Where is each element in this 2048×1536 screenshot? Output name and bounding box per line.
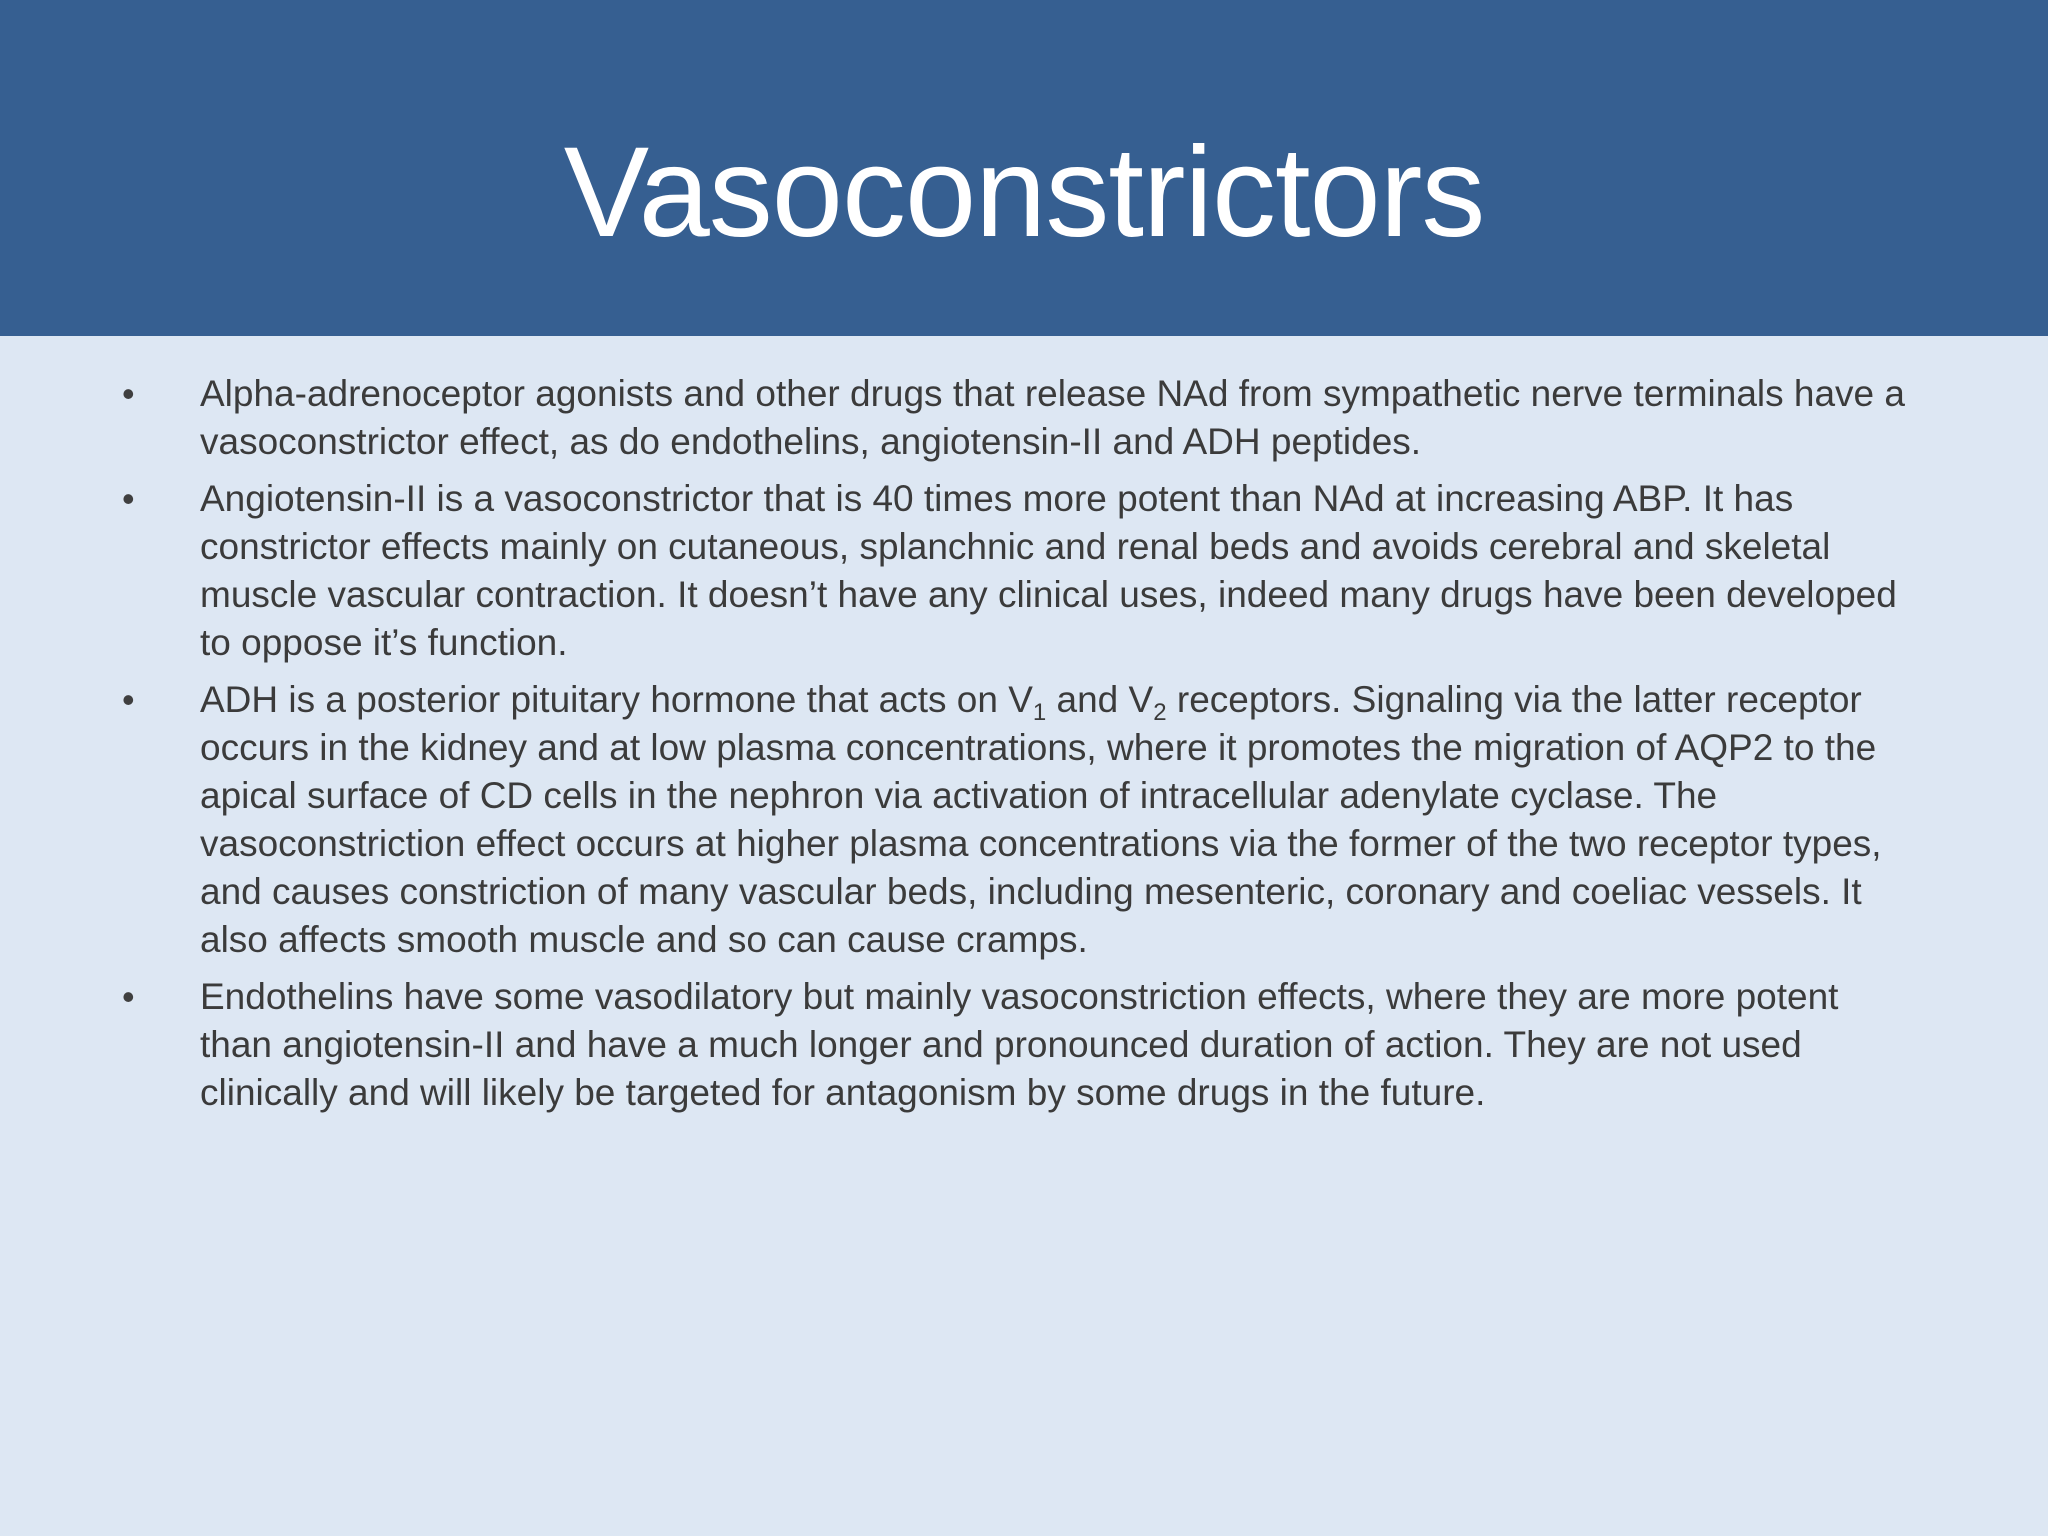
title-band: [0, 0, 2048, 336]
subscript-1: 1: [1032, 699, 1047, 726]
slide-title: Vasoconstrictors: [563, 121, 1485, 264]
bullet-icon: •: [122, 478, 135, 519]
bullet-item-angiotensin: [0, 475, 2048, 667]
bullet-icon: •: [122, 373, 135, 414]
bullet-text: Alpha-adrenoceptor agonists and other drugs that release NAd from sympathetic nerve terminals have a vasoconstrictor effect, as do endothelins, angiotensin-II and ADH peptides.: [200, 373, 1905, 462]
bullet-text: [200, 676, 1920, 964]
bullet-text: Angiotensin-II is a vasoconstrictor that is 40 times more potent than NAd at increasing ABP. It has constrictor effects mainly on cutaneous, splanchnic and renal beds and avoids cerebral and skeletal muscle vascular contraction. It doesn’t have any clinical uses, indeed many drugs have been developed to oppose it’s function.: [200, 478, 1897, 663]
bullet-list: [0, 370, 2048, 1126]
subscript-2: 2: [1153, 699, 1167, 726]
bullet-icon: •: [122, 976, 135, 1017]
bullet-icon: •: [122, 679, 135, 720]
bullet-text-part: ADH is a posterior pituitary hormone that acts on V: [200, 679, 1033, 720]
bullet-text-part: receptors. Signaling via the latter receptor occurs in the kidney and at low plasma concentrations, where it promotes the migration of AQP2 to the apical surface of CD cells in the nephron via activation of intracellular adenylate cyclase. The vasoconstriction effect occurs at higher plasma concentrations via the former of the two receptor types, and causes constriction of many vascular beds, including mesenteric, coronary and coeliac vessels. It also affects smooth muscle and so can cause cramps.: [200, 679, 1882, 960]
bullet-item-alpha-agonists: [0, 370, 2048, 466]
bullet-text: Endothelins have some vasodilatory but mainly vasoconstriction effects, where they are more potent than angiotensin-II and have a much longer and pronounced duration of action. They are not used clinically and will likely be targeted for antagonism by some drugs in the future.: [200, 976, 1839, 1113]
bullet-item-adh: [0, 676, 2048, 964]
bullet-text-part: and V: [1046, 679, 1154, 720]
bullet-item-endothelins: [0, 973, 2048, 1117]
